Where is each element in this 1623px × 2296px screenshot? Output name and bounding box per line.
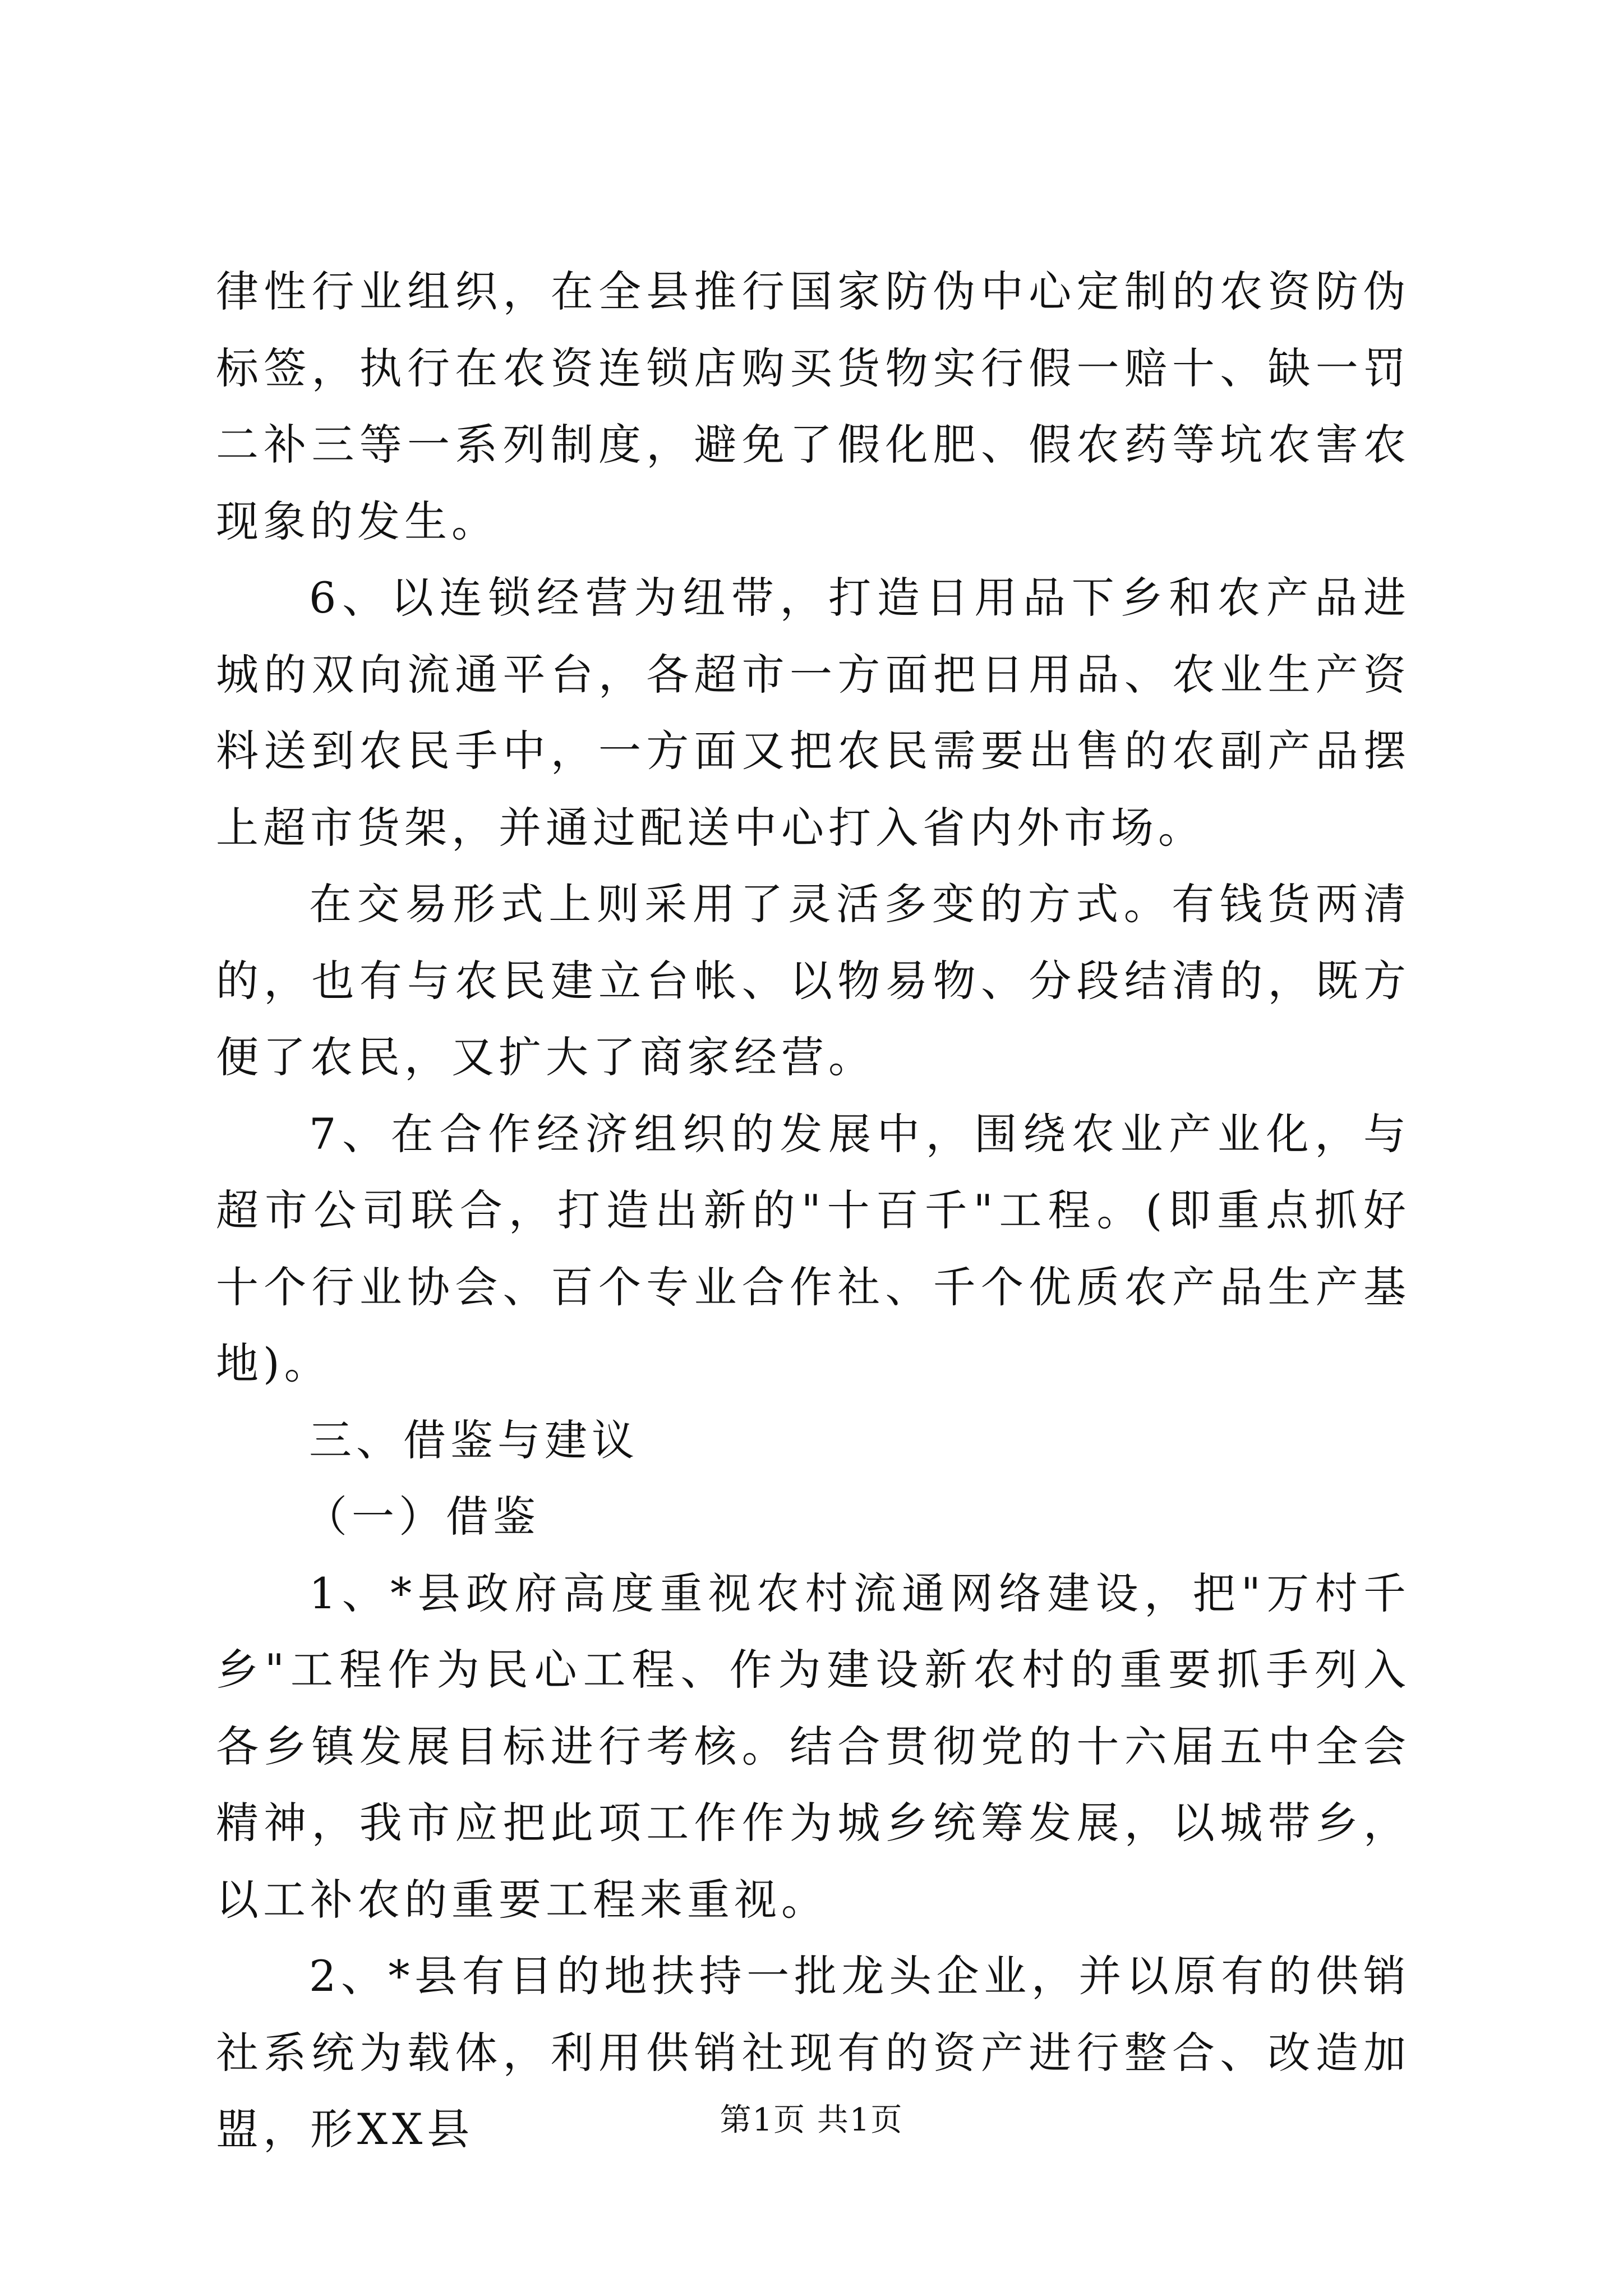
page-footer: 第1页 共1页 <box>720 2102 903 2138</box>
document-body <box>216 254 1410 2168</box>
subsection-heading: （一）借鉴 <box>305 1492 540 1542</box>
paragraph-item-7: 7、在合作经济组织的发展中，围绕农业产业化，与超市公司联合，打造出新的"十百千"工程。(即重点抓好十个行业协会、百个专业合作社、千个优质农产品生产基地)。 <box>216 1108 1410 1388</box>
paragraph-item-1: 1、*县政府高度重视农村流通网络建设，把"万村千乡"工程作为民心工程、作为建设新农村的重要抓手列入各乡镇发展目标进行考核。结合贯彻党的十六届五中全会精神，我市应把此项工作作为城乡统筹发展，以城带乡，以工补农的重要工程来重视。 <box>216 1568 1410 1925</box>
section-heading: 三、借鉴与建议 <box>309 1415 639 1465</box>
paragraph-item-2: 2、*县有目的地扶持一批龙头企业，并以原有的供销社系统为载体，利用供销社现有的资产进行整合、改造加盟，形XX县 <box>216 1951 1410 2154</box>
paragraph-trade-forms: 在交易形式上则采用了灵活多变的方式。有钱货两清的，也有与农民建立台帐、以物易物、分段结清的，既方便了农民，又扩大了商家经营。 <box>216 879 1410 1082</box>
paragraph-item-6: 6、以连锁经营为纽带，打造日用品下乡和农产品进城的双向流通平台，各超市一方面把日用品、农业生产资料送到农民手中，一方面又把农民需要出售的农副产品摆上超市货架，并通过配送中心打入省内外市场。 <box>216 573 1410 853</box>
paragraph-continuation: 律性行业组织，在全县推行国家防伪中心定制的农资防伪标签，执行在农资连锁店购买货物实行假一赔十、缺一罚二补三等一系列制度，避免了假化肥、假农药等坑农害农现象的发生。 <box>216 266 1410 546</box>
